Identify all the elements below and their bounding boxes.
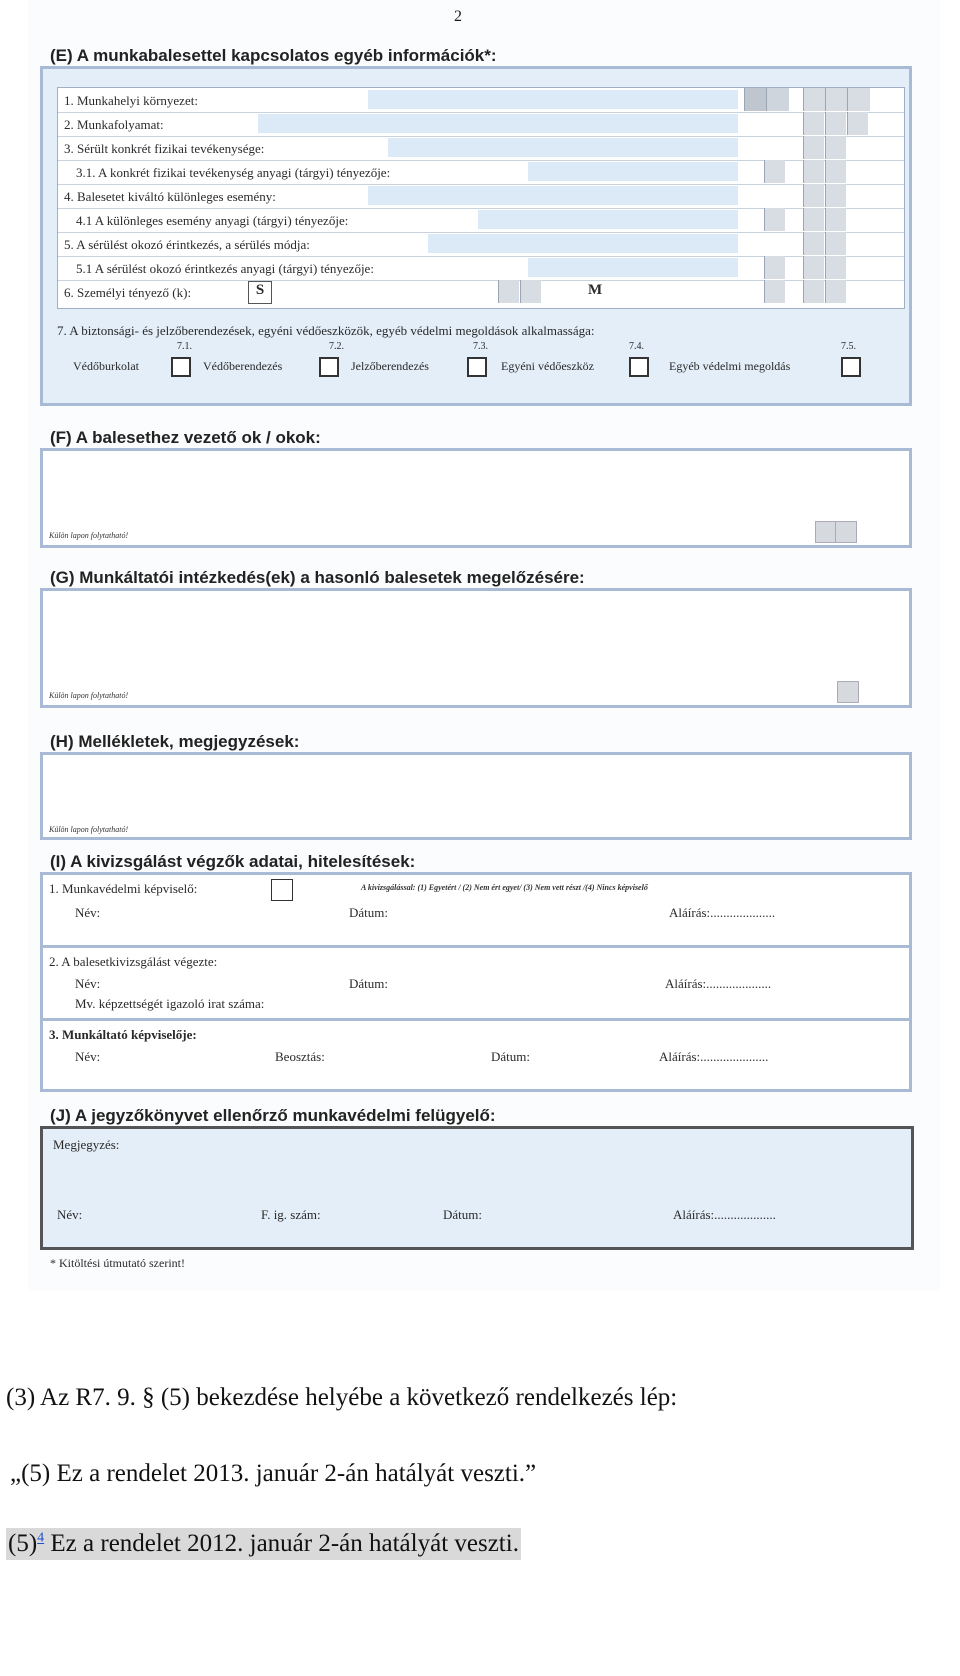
footnote-link[interactable]: 4	[37, 1530, 45, 1546]
row-3	[58, 136, 904, 161]
i-p3-name: Név:	[75, 1049, 101, 1064]
row-6-s: S	[248, 281, 272, 304]
opt-5-label: Egyéb védelmi megoldás	[669, 359, 791, 373]
section-j-title: (J) A jegyzőkönyvet ellenőrző munkavédelmi felügyelő:	[50, 1106, 496, 1125]
row-4	[58, 184, 904, 209]
section-e-inner	[57, 87, 905, 309]
row-5-label: 5. A sérülést okozó érintkezés, a sérülés módja:	[64, 237, 310, 252]
i-p1-label: 1. Munkavédelmi képviselő:	[49, 881, 198, 896]
opt-4-label: Egyéni védőeszköz	[501, 359, 594, 373]
opt-1-num: 7.1.	[177, 341, 192, 352]
section-i-title: (I) A kivizsgálást végzők adatai, hitelesítések:	[50, 852, 416, 871]
opt-2-checkbox[interactable]	[319, 357, 339, 377]
row-3-1	[58, 160, 904, 185]
section-g-cell	[837, 681, 859, 703]
i-p1-checkbox[interactable]	[271, 879, 293, 901]
opt-5-num: 7.5.	[841, 341, 856, 352]
form-scan	[28, 0, 940, 1290]
j-sign: Aláírás:...................	[673, 1207, 776, 1222]
section-i-box	[40, 872, 912, 1092]
i-p1-legend: A kivizsgálással: (1) Egyetért / (2) Nem ért egyet/ (3) Nem vett részt /(4) Nincs képviselő	[361, 883, 648, 892]
opt-2-label: Védőberendezés	[203, 359, 283, 373]
page-number: 2	[454, 8, 462, 25]
i-p3-label: 3. Munkáltató képviselője:	[49, 1027, 197, 1042]
i-p3-position: Beosztás:	[275, 1049, 325, 1064]
i-p2-label: 2. A balesetkivizsgálást végezte:	[49, 954, 218, 969]
i-p1-sign: Aláírás:....................	[669, 905, 776, 920]
opt-3-checkbox[interactable]	[467, 357, 487, 377]
opt-4-checkbox[interactable]	[629, 357, 649, 377]
j-date: Dátum:	[443, 1207, 482, 1222]
paragraph-1: (3) Az R7. 9. § (5) bekezdése helyébe a következő rendelkezés lép:	[6, 1384, 678, 1411]
i-p2-doc: Mv. képzettségét igazoló irat száma:	[75, 996, 265, 1011]
section-f-note: Külön lapon folytatható!	[49, 531, 129, 540]
row-2-label: 2. Munkafolyamat:	[64, 117, 164, 132]
i-p2	[43, 948, 909, 1021]
opt-2-num: 7.2.	[329, 341, 344, 352]
row-4-1	[58, 208, 904, 233]
i-p1-name: Név:	[75, 905, 101, 920]
q7-label: 7. A biztonsági- és jelzőberendezések, egyéni védőeszközök, egyéb védelmi megoldások alkalmassága:	[57, 323, 595, 338]
section-h-title: (H) Mellékletek, megjegyzések:	[50, 732, 300, 751]
opt-5-checkbox[interactable]	[841, 357, 861, 377]
section-g-title: (G) Munkáltatói intézkedés(ek) a hasonló balesetek megelőzésére:	[50, 568, 585, 587]
row-1	[58, 88, 904, 113]
paragraph-3-text: Ez a rendelet 2012. január 2-án hatályát veszti.	[44, 1530, 519, 1557]
i-p2-name: Név:	[75, 976, 101, 991]
section-h-note: Külön lapon folytatható!	[49, 825, 129, 834]
opt-1-checkbox[interactable]	[171, 357, 191, 377]
row-4-label: 4. Balesetet kiváltó különleges esemény:	[64, 189, 276, 204]
section-e-box	[40, 66, 912, 406]
row-5-1	[58, 256, 904, 281]
section-g-note: Külön lapon folytatható!	[49, 691, 129, 700]
paragraph-3-prefix: (5)	[8, 1530, 38, 1557]
i-p1-date: Dátum:	[349, 905, 388, 920]
j-name: Név:	[57, 1207, 83, 1222]
i-p1	[43, 875, 909, 948]
row-6-m: M	[588, 282, 603, 298]
row-6-label: 6. Személyi tényező (k):	[64, 285, 192, 300]
section-f-cell	[815, 521, 837, 543]
paragraph-3	[6, 1528, 521, 1560]
i-p3-sign: Aláírás:.....................	[659, 1049, 769, 1064]
i-p3	[43, 1021, 909, 1089]
row-3-1-label: 3.1. A konkrét fizikai tevékenység anyagi (tárgyi) tényezője:	[76, 165, 391, 180]
i-p2-sign: Aláírás:....................	[665, 976, 772, 991]
i-p2-date: Dátum:	[349, 976, 388, 991]
opt-1-label: Védőburkolat	[73, 359, 139, 373]
section-h-box[interactable]	[40, 752, 912, 840]
section-j-box	[40, 1126, 914, 1250]
footnote: * Kitöltési útmutató szerint!	[50, 1256, 185, 1270]
section-g-box[interactable]	[40, 588, 912, 708]
row-1-label: 1. Munkahelyi környezet:	[64, 93, 198, 108]
row-6	[58, 280, 904, 304]
i-p3-date: Dátum:	[491, 1049, 530, 1064]
row-2	[58, 112, 904, 137]
q7-options	[43, 339, 909, 389]
opt-3-num: 7.3.	[473, 341, 488, 352]
row-5	[58, 232, 904, 257]
section-f-box[interactable]	[40, 448, 912, 548]
section-f-cell-2	[835, 521, 857, 543]
row-5-1-label: 5.1 A sérülést okozó érintkezés anyagi (tárgyi) tényezője:	[76, 261, 374, 276]
opt-4-num: 7.4.	[629, 341, 644, 352]
paragraph-2: „(5) Ez a rendelet 2013. január 2-án hatályát veszti.”	[10, 1460, 537, 1487]
section-e-title: (E) A munkabalesettel kapcsolatos egyéb információk*:	[50, 46, 497, 65]
j-id: F. ig. szám:	[261, 1207, 321, 1222]
j-remark: Megjegyzés:	[53, 1137, 120, 1152]
opt-3-label: Jelzőberendezés	[351, 359, 429, 373]
row-3-label: 3. Sérült konkrét fizikai tevékenysége:	[64, 141, 265, 156]
row-4-1-label: 4.1 A különleges esemény anyagi (tárgyi) tényezője:	[76, 213, 349, 228]
section-f-title: (F) A balesethez vezető ok / okok:	[50, 428, 321, 447]
